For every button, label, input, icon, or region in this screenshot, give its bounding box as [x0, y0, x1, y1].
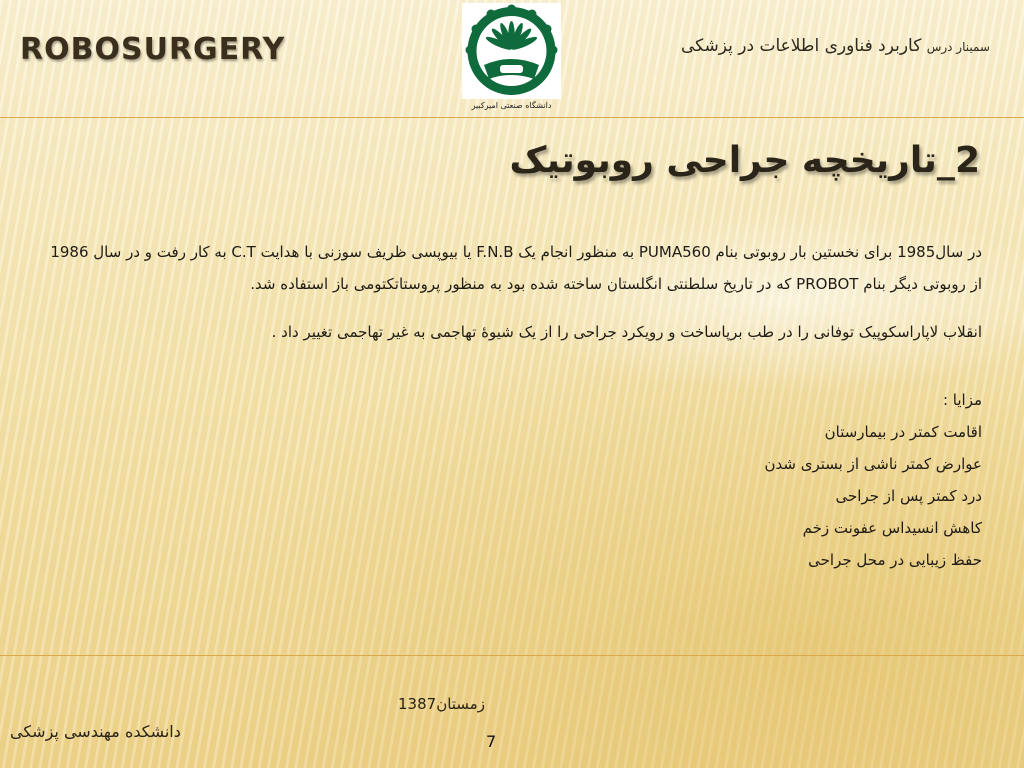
seminar-heading [681, 36, 990, 56]
footer-department: دانشکده مهندسی پزشکی [10, 722, 181, 741]
list-item: عوارض کمتر ناشی از بستری شدن [764, 455, 982, 473]
list-item: درد کمتر پس از جراحی [835, 487, 982, 505]
list-item: حفظ زیبایی در محل جراحی [808, 551, 982, 569]
seminar-prefix: سمینار درس [926, 40, 990, 54]
slide-body [40, 236, 982, 576]
university-logo [462, 3, 561, 99]
list-item: کاهش انسیداس عفونت زخم [802, 519, 982, 537]
footer-date: زمستان1387 [398, 695, 485, 713]
history-paragraph: در سال1985 برای نخستین بار روبوتی بنام PUMA560 به منظور انجام یک F.N.B یا بیوپسی ظریف سوزنی با هدایت C.T به کار رفت و در سال 1986 از روبوتی دیگر بنام PROBOT که در تاریخ سلطنتی انگلستان ساخته شده بود به منظور پروستاتکتومی باز استفاده شد. [50, 243, 982, 293]
page-number: 7 [486, 732, 497, 751]
footer-divider [0, 655, 1024, 656]
logo-caption: دانشگاه صنعتی امیرکبیر [471, 101, 552, 110]
university-emblem-icon [462, 3, 561, 99]
header-divider [0, 117, 1024, 118]
slide-title: 2_تاریخچه جراحی روبوتیک [509, 140, 980, 181]
advantages-list [40, 416, 982, 576]
seminar-course-title: کاربرد فناوری اطلاعات در پزشکی [680, 36, 922, 56]
advantages-heading: مزایا : [942, 391, 982, 409]
laparoscopy-paragraph: انقلاب لاپاراسکوپیک توفانی را در طب برپاساخت و رویکرد جراحی را از یک شیوهٔ تهاجمی به غیر تهاجمی تغییر داد . [271, 323, 982, 341]
brand-title: ROBOSURGERY [20, 32, 286, 67]
list-item: اقامت کمتر در بیمارستان [824, 423, 982, 441]
